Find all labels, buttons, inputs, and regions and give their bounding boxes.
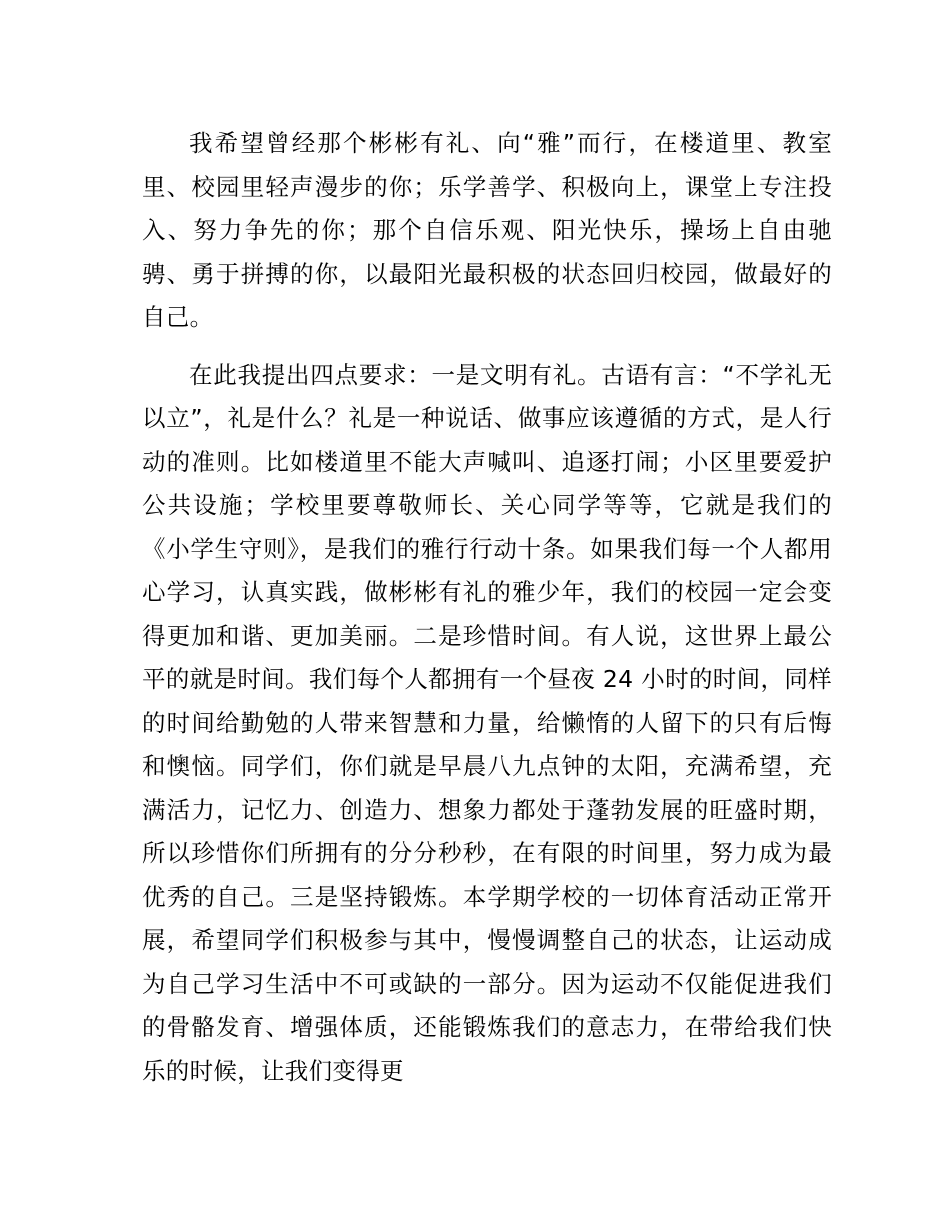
document-body bbox=[142, 122, 832, 1093]
paragraph-1: 我希望曾经那个彬彬有礼、向“雅”而行，在楼道里、教室里、校园里轻声漫步的你；乐学善学、积极向上，课堂上专注投入、努力争先的你；那个自信乐观、阳光快乐，操场上自由驰骋、勇于拼搏的你，以最阳光最积极的状态回归校园，做最好的自己。 bbox=[142, 129, 832, 331]
paragraph-2: 在此我提出四点要求：一是文明有礼。古语有言：“不学礼无以立”，礼是什么？礼是一种说话、做事应该遵循的方式，是人行动的准则。比如楼道里不能大声喊叫、追逐打闹；小区里要爱护公共设施；学校里要尊敬师长、关心同学等等，它就是我们的《小学生守则》，是我们的雅行行动十条。如果我们每一个人都用心学习，认真实践，做彬彬有礼的雅少年，我们的校园一定会变得更加和谐、更加美丽。二是珍惜时间。有人说，这世界上最公平的就是时间。我们每个人都拥有一个昼夜 24 小时的时间，同样的时间给勤勉的人带来智慧和力量，给懒惰的人留下的只有后悔和懊恼。同学们，你们就是早晨八九点钟的太阳，充满希望，充满活力，记忆力、创造力、想象力都处于蓬勃发展的旺盛时期，所以珍惜你们所拥有的分分秒秒，在有限的时间里，努力成为最优秀的自己。三是坚持锻炼。本学期学校的一切体育活动正常开展，希望同学们积极参与其中，慢慢调整自己的状态，让运动成为自己学习生活中不可或缺的一部分。因为运动不仅能促进我们的骨骼发育、增强体质，还能锻炼我们的意志力，在带给我们快乐的时候，让我们变得更 bbox=[142, 360, 832, 1085]
